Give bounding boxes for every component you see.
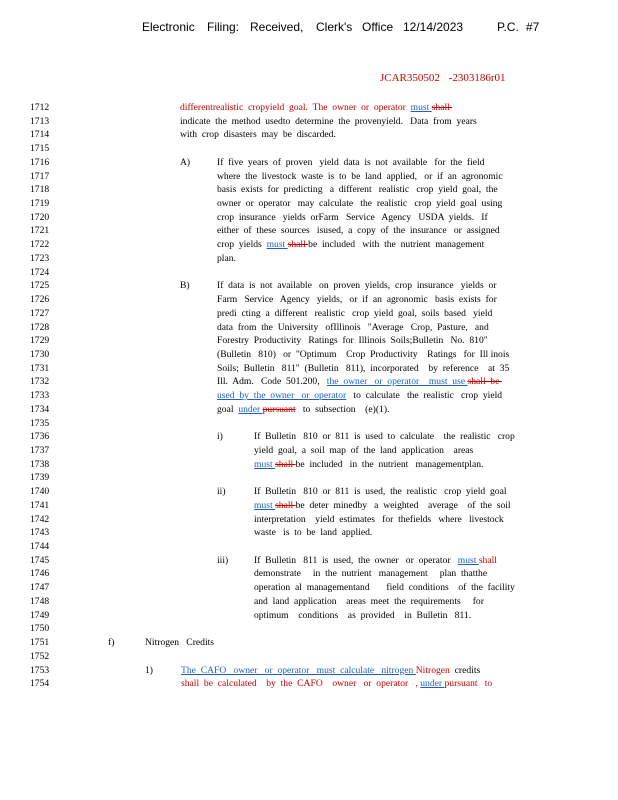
line-text <box>217 157 484 168</box>
line-text <box>217 212 488 223</box>
header-electronic: Electronic <box>142 20 195 34</box>
deleted-text: shall <box>275 499 296 511</box>
inserted-text: must <box>266 239 288 251</box>
jcar-code-main: JCAR350502 <box>380 72 440 84</box>
text-segment: operation al managementand field conditions of the facility <box>254 582 515 594</box>
deleted-text: shall be <box>467 376 502 388</box>
document-line <box>0 198 618 212</box>
document-line <box>0 527 618 541</box>
line-number: 1734 <box>30 403 50 415</box>
inserted-text: the owner or operator must use <box>326 376 468 388</box>
document-line <box>0 623 618 637</box>
line-number: 1724 <box>30 266 50 278</box>
document-line <box>0 267 618 281</box>
line-number: 1748 <box>30 595 50 607</box>
deleted-text: shall <box>431 102 453 113</box>
line-text <box>217 239 484 250</box>
deleted-text: shall <box>287 239 309 251</box>
line-number: 1737 <box>30 445 50 456</box>
line-text <box>254 610 471 621</box>
document-line <box>0 472 618 486</box>
line-text <box>217 171 503 182</box>
line-text <box>254 555 497 566</box>
line-text <box>217 404 389 415</box>
text-segment: Ill. Adm. Code 501.200, <box>217 376 327 388</box>
text-segment: If Bulletin 810 or 811 is used, the realistic crop yield goal <box>254 486 507 498</box>
line-number: 1714 <box>30 129 50 141</box>
line-text <box>254 431 515 442</box>
text-segment: to subsection (e)(1). <box>295 403 390 415</box>
text-segment: Forestry Productivity Ratings for Illinois Soils;Bulletin No. 810" <box>217 335 488 347</box>
jcar-code <box>380 72 505 84</box>
line-text <box>180 102 452 113</box>
line-number: 1741 <box>30 499 50 511</box>
line-text <box>217 335 488 346</box>
line-text <box>181 678 492 689</box>
text-segment: Nitrogen Credits <box>145 637 215 649</box>
line-number: 1720 <box>30 211 50 223</box>
document-line <box>0 102 618 116</box>
text-segment: If Bulletin 810 or 811 is used to calculate the realistic crop <box>254 431 515 443</box>
document-line <box>0 459 618 473</box>
text-segment: either of these sources isused, a copy of the insurance or assigned <box>217 225 500 237</box>
document-line <box>0 541 618 555</box>
document-line <box>0 129 618 143</box>
document-line <box>0 143 618 157</box>
line-number: 1738 <box>30 458 50 470</box>
line-number: 1729 <box>30 335 50 347</box>
line-text <box>217 184 498 195</box>
document-line <box>0 582 618 596</box>
line-text <box>217 225 500 236</box>
line-number: 1723 <box>30 252 50 264</box>
line-text <box>181 665 480 676</box>
document-line <box>0 253 618 267</box>
line-number: 1719 <box>30 198 50 210</box>
line-number: 1717 <box>30 170 50 182</box>
document-line <box>0 390 618 404</box>
text-segment: plan. <box>217 252 236 264</box>
document-line <box>0 349 618 363</box>
text-segment: Soils; Bulletin 811" (Bulletin 811), incorporated by reference at 35 <box>217 362 510 374</box>
line-number: 1740 <box>30 486 50 498</box>
line-number: 1713 <box>30 115 50 127</box>
header-clerks: Clerk's <box>316 20 353 34</box>
item-label: f) <box>108 637 115 649</box>
line-text <box>217 376 502 387</box>
line-text <box>254 445 473 456</box>
text-segment: (Bulletin 810) or "Optimum Crop Productivity Ratings for Ill inois <box>217 348 510 360</box>
text-segment: where the livestock waste is to be land applied, or if an agronomic <box>217 170 503 182</box>
text-segment: be included in the nutrient managementplan. <box>295 458 484 470</box>
document-line <box>0 651 618 665</box>
text-segment: goal <box>217 403 239 415</box>
document-line <box>0 280 618 294</box>
document-line <box>0 376 618 390</box>
line-number: 1739 <box>30 472 50 484</box>
line-number: 1725 <box>30 280 50 292</box>
text-segment: Farm Service Agency yields, or if an agronomic basis exists for <box>217 294 497 306</box>
text-segment: and land application areas meet the requirements for <box>254 595 484 607</box>
line-text <box>217 253 236 264</box>
document-line <box>0 225 618 239</box>
line-number: 1750 <box>30 623 50 635</box>
text-segment: differentrealistic cropyield goal. The owner or operator <box>180 102 411 113</box>
line-text <box>180 116 477 127</box>
document-line <box>0 445 618 459</box>
document-line <box>0 514 618 528</box>
line-number: 1751 <box>30 637 50 649</box>
item-label: iii) <box>217 554 229 566</box>
line-text <box>217 294 497 305</box>
text-segment: demonstrate in the nutrient management plan thatthe <box>254 568 488 580</box>
text-segment: to calculate the realistic crop yield <box>346 390 503 402</box>
line-number: 1733 <box>30 390 50 402</box>
text-segment: waste is to be land applied. <box>254 527 373 539</box>
inserted-text: under <box>238 403 263 415</box>
document-line <box>0 637 618 651</box>
header-received: Received, <box>250 20 304 34</box>
line-number: 1752 <box>30 650 50 662</box>
line-text <box>180 129 336 140</box>
text-segment: If five years of proven yield data is not available for the field <box>217 156 485 168</box>
text-segment: shall be calculated by the CAFO owner or operator , <box>181 678 421 690</box>
deleted-text: pursuant <box>262 403 296 415</box>
document-line <box>0 678 618 692</box>
line-text <box>217 322 489 333</box>
inserted-text: under <box>420 678 445 690</box>
line-text <box>217 198 502 209</box>
text-segment: credits <box>449 664 481 676</box>
line-number: 1736 <box>30 431 50 443</box>
text-segment: yield goal, a soil map of the land application areas <box>254 445 474 456</box>
document-line <box>0 486 618 500</box>
item-label: ii) <box>217 486 226 498</box>
text-segment: crop insurance yields orFarm Service Agency USDA yields. If <box>217 211 488 223</box>
document-line <box>0 418 618 432</box>
text-segment: indicate the method usedto determine the provenyield. Data from years <box>180 115 477 127</box>
text-segment: interpretation yield estimates for thefields where livestock <box>254 513 504 525</box>
text-segment: crop yields <box>217 239 267 251</box>
line-number: 1743 <box>30 527 50 539</box>
inserted-text: must <box>254 458 276 470</box>
line-number: 1744 <box>30 541 50 553</box>
document-line <box>0 171 618 185</box>
text-segment: pursuant to <box>444 678 493 690</box>
line-number: 1732 <box>30 376 50 388</box>
text-segment: If data is not available on proven yields, crop insurance yields or <box>217 280 497 292</box>
line-text <box>254 500 511 511</box>
document-line <box>0 239 618 253</box>
line-number: 1727 <box>30 307 50 319</box>
item-label: A) <box>180 156 191 168</box>
document-line <box>0 555 618 569</box>
line-number: 1722 <box>30 239 50 251</box>
line-number: 1742 <box>30 513 50 525</box>
text-segment: with crop disasters may be discarded. <box>180 129 336 141</box>
jcar-code-suffix: -2303186r01 <box>448 72 506 84</box>
line-number: 1716 <box>30 156 50 168</box>
text-segment: predi cting a different realistic crop yield goal, soils based yield <box>217 307 493 319</box>
document-line <box>0 322 618 336</box>
header-date: 12/14/2023 <box>403 20 464 34</box>
line-number: 1712 <box>30 102 50 113</box>
inserted-text: used by the owner or operator <box>217 390 347 402</box>
text-segment: basis exists for predicting a different realistic crop yield goal, the <box>217 184 498 196</box>
line-text <box>254 596 484 607</box>
text-segment: Nitrogen <box>415 664 450 676</box>
line-number: 1754 <box>30 678 50 690</box>
inserted-text: must <box>457 554 479 566</box>
text-segment: be included with the nutrient management <box>308 239 485 251</box>
header-filing: Filing: <box>207 20 240 34</box>
line-number: 1728 <box>30 321 50 333</box>
line-number: 1749 <box>30 609 50 621</box>
document-line <box>0 212 618 226</box>
document-line <box>0 596 618 610</box>
header-pc-number: #7 <box>526 20 540 34</box>
document-line <box>0 335 618 349</box>
text-segment: shall <box>478 554 497 566</box>
inserted-text: must <box>254 499 276 511</box>
document-line <box>0 404 618 418</box>
document-line <box>0 665 618 679</box>
item-label: B) <box>180 280 190 292</box>
line-number: 1726 <box>30 294 50 306</box>
line-text <box>217 280 496 291</box>
line-text <box>217 308 492 319</box>
line-text <box>217 363 509 374</box>
document-line <box>0 157 618 171</box>
line-number: 1745 <box>30 554 50 566</box>
line-text <box>254 568 487 579</box>
document-line <box>0 116 618 130</box>
document-line <box>0 363 618 377</box>
line-text <box>254 459 483 470</box>
deleted-text: shall <box>275 458 296 470</box>
document-line <box>0 568 618 582</box>
document-line <box>0 308 618 322</box>
line-text <box>254 514 504 525</box>
document-line <box>0 184 618 198</box>
line-text <box>254 486 507 497</box>
document-line <box>0 610 618 624</box>
document-line <box>0 431 618 445</box>
line-text <box>254 582 515 593</box>
item-label: i) <box>217 431 223 443</box>
header-office: Office <box>362 20 394 34</box>
line-number: 1747 <box>30 582 50 594</box>
document-line <box>0 500 618 514</box>
line-number: 1753 <box>30 664 50 676</box>
line-text <box>217 390 502 401</box>
line-text <box>254 527 372 538</box>
line-text <box>145 637 214 648</box>
line-number: 1731 <box>30 362 50 374</box>
text-segment: optimum conditions as provided in Bulletin 811. <box>254 609 472 621</box>
line-number: 1746 <box>30 568 50 580</box>
line-number: 1718 <box>30 184 50 196</box>
line-number: 1721 <box>30 225 50 237</box>
item-label: 1) <box>145 664 153 676</box>
document-line <box>0 294 618 308</box>
text-segment: If Bulletin 811 is used, the owner or operator <box>254 554 458 566</box>
line-number: 1715 <box>30 143 50 155</box>
text-segment: owner or operator may calculate the realistic crop yield goal using <box>217 198 503 210</box>
text-segment: data from the University ofIllinois "Average Crop, Pasture, and <box>217 321 489 333</box>
line-number: 1735 <box>30 417 50 429</box>
header-pc: P.C. <box>497 20 519 34</box>
text-segment: be deter minedby a weighted average of the soil <box>295 499 511 511</box>
line-number: 1730 <box>30 348 50 360</box>
inserted-text: The CAFO owner or operator must calculate nitrogen <box>181 664 416 676</box>
inserted-text: must <box>410 102 432 113</box>
line-text <box>217 349 509 360</box>
